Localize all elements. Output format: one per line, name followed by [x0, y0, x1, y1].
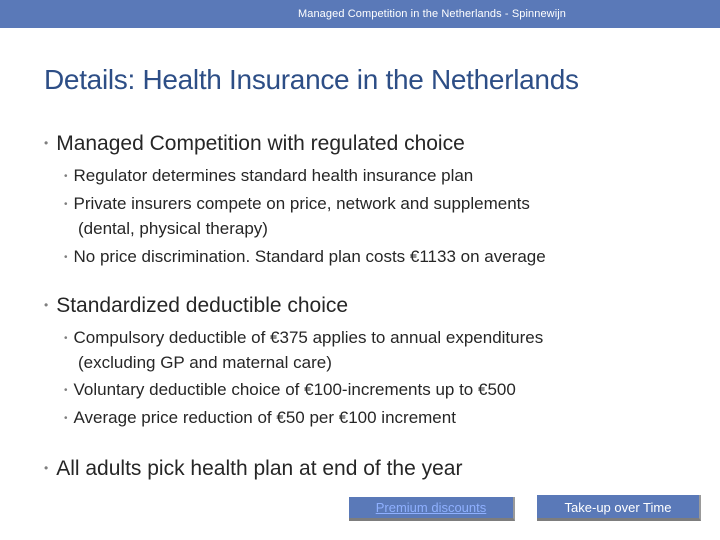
list-item: [64, 378, 704, 403]
bullet-icon: •: [64, 385, 68, 396]
list-item: [64, 245, 704, 270]
bullet-icon: •: [44, 461, 49, 475]
bullet-icon: •: [44, 136, 49, 150]
takeup-over-time-button[interactable]: Take-up over Time: [537, 495, 701, 521]
list-item-text: Average price reduction of €50 per €100 increment: [73, 408, 456, 427]
list-item: [64, 164, 704, 189]
section-heading-text: Managed Competition with regulated choice: [56, 132, 465, 155]
list-item-text: Regulator determines standard health insurance plan: [73, 166, 474, 185]
bullet-icon: •: [64, 252, 68, 263]
list-item-text: No price discrimination. Standard plan costs €1133 on average: [73, 247, 546, 266]
section-heading: [44, 294, 348, 318]
section-heading: [44, 132, 465, 156]
list-item-text: Private insurers compete on price, network and supplements: [73, 194, 530, 213]
bullet-icon: •: [64, 199, 68, 210]
bullet-icon: •: [64, 171, 68, 182]
list-item-continuation: (excluding GP and maternal care): [78, 353, 332, 372]
premium-discounts-button[interactable]: Premium discounts: [349, 497, 515, 521]
list-item: [64, 326, 704, 375]
list-item-text: Compulsory deductible of €375 applies to annual expenditures: [73, 328, 544, 347]
list-item: [64, 192, 704, 241]
bullet-icon: •: [64, 333, 68, 344]
section-heading-text: Standardized deductible choice: [56, 294, 349, 317]
section-heading: [44, 457, 462, 481]
section-heading-text: All adults pick health plan at end of the year: [56, 457, 463, 480]
list-item-text: Voluntary deductible choice of €100-increments up to €500: [73, 380, 516, 399]
slide-title: Details: Health Insurance in the Netherlands: [44, 64, 579, 95]
header-text: Managed Competition in the Netherlands - Spinnewijn: [297, 8, 567, 20]
list-item-continuation: (dental, physical therapy): [78, 219, 268, 238]
bullet-icon: •: [64, 413, 68, 424]
list-item: [64, 406, 704, 431]
bullet-icon: •: [44, 298, 49, 312]
